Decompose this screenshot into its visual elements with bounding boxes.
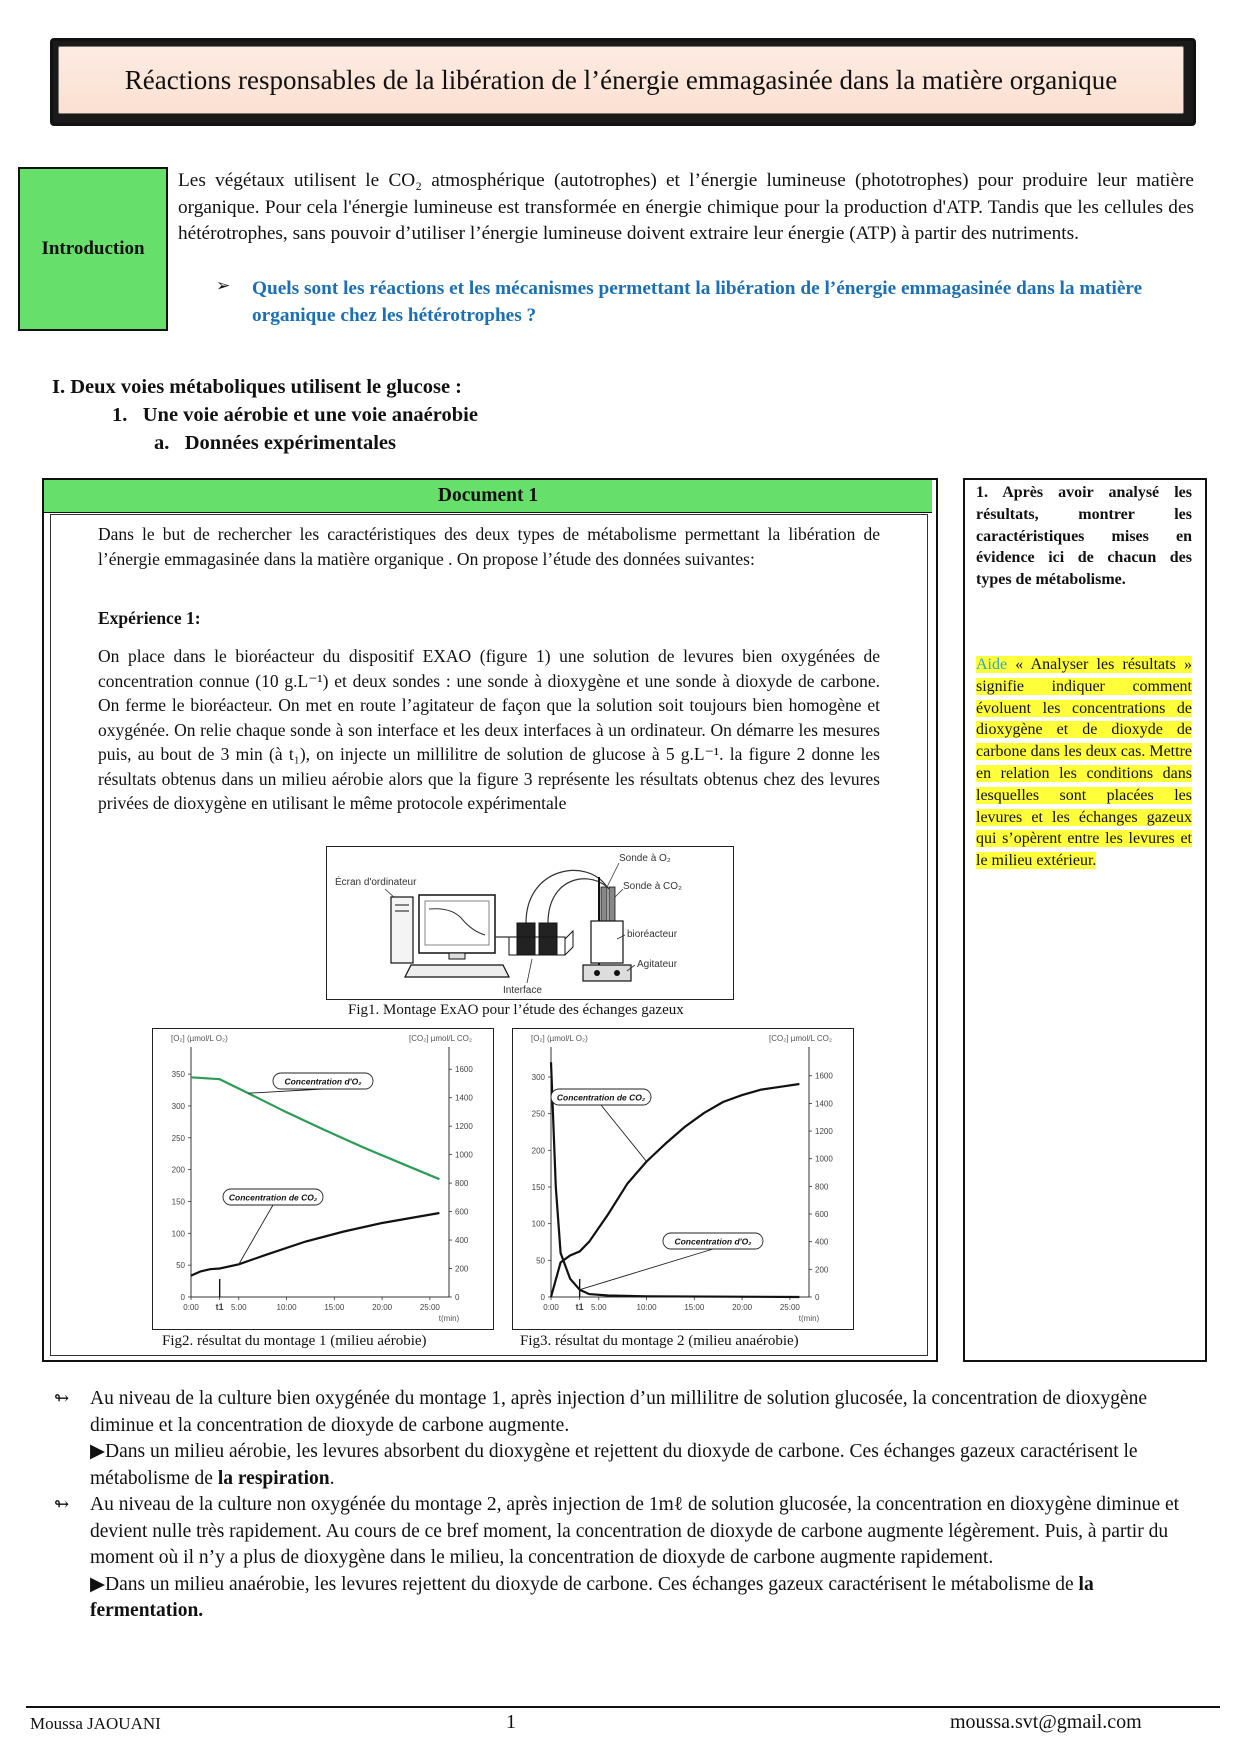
page-title	[58, 46, 1184, 114]
fig1-label-co2: Sonde à CO₂	[623, 881, 682, 892]
x-axis-label: t(min)	[438, 1314, 460, 1323]
bullet-1	[90, 1386, 1210, 1492]
x-tick-label: 0:00	[183, 1303, 199, 1312]
left-tick-label: 150	[531, 1183, 545, 1192]
footer-author: Moussa JAOUANI	[30, 1714, 161, 1733]
intro-label: Introduction	[41, 238, 145, 259]
bullet-2	[90, 1492, 1210, 1625]
x-tick-label: 15:00	[684, 1303, 705, 1312]
right-tick-label: 800	[455, 1179, 469, 1189]
intro-question: Quels sont les réactions et les mécanismes permettant la libération de l’énergie emmagasinée dans la matière organique chez les hétérotrophes ?	[252, 278, 1143, 326]
bullet-1-conclusion: ▶Dans un milieu aérobie, les levures absorbent du dioxygène et rejettent du dioxyde de carbone. Ces échanges gazeux caractérisent le métabolisme de	[90, 1441, 1138, 1489]
x-tick-label: t1	[575, 1302, 584, 1312]
document-intro-paragraph: Dans le but de rechercher les caractéristiques des deux types de métabolisme permettant la libération de l’énergie emmagasinée dans la matière organique . On propose l’étude des données suivantes:	[98, 524, 880, 569]
right-tick-label: 1400	[815, 1099, 833, 1109]
series-label-2: Concentration de CO₂	[228, 1192, 318, 1203]
fig1-label-o2: Sonde à O₂	[619, 853, 671, 864]
series-label-1: Concentration d'O₂	[674, 1236, 752, 1247]
callout-leader	[248, 1089, 323, 1093]
series-label-1: Concentration d'O₂	[284, 1076, 362, 1087]
bullet-1-keyword: la respiration	[217, 1467, 330, 1489]
callout-leader	[601, 1105, 647, 1161]
fig1-label-interface: Interface	[503, 985, 542, 996]
left-tick-label: 250	[531, 1109, 545, 1119]
right-tick-label: 400	[455, 1236, 469, 1246]
side-question: 1. Après avoir analysé les résultats, montrer les caractéristiques mises en évidence ici de chacun des types de métabolisme.	[976, 484, 1192, 589]
help-text: « Analyser les résultats » signifie indiquer comment évoluent les concentrations de dioxygène et de dioxyde de carbone dans les deux cas. Mettre en relation les conditions dans lesquelles sont placées les levures et les échanges gazeux qui s’opèrent entre les levures et le milieu extérieur.	[976, 656, 1192, 870]
left-tick-label: 0	[180, 1293, 185, 1302]
series-line-1	[191, 1077, 439, 1179]
right-tick-label: 600	[455, 1207, 469, 1217]
right-tick-label: 1600	[815, 1071, 833, 1081]
cable	[526, 870, 607, 923]
bullet-1-end: .	[329, 1467, 335, 1489]
fig2-chart-frame	[152, 1028, 494, 1330]
stirrer	[583, 965, 631, 981]
left-tick-label: 150	[171, 1197, 185, 1207]
fig1-label-screen: Écran d'ordinateur	[335, 877, 417, 888]
x-tick-label: 10:00	[276, 1303, 297, 1312]
footer-email[interactable]: moussa.svt@gmail.com	[950, 1711, 1142, 1733]
x-tick-label: 25:00	[419, 1303, 440, 1312]
x-tick-label: 25:00	[779, 1303, 800, 1312]
footer-page-number: 1	[506, 1711, 516, 1733]
right-tick-label: 1200	[455, 1122, 473, 1132]
side-help	[976, 654, 1192, 872]
bullet-2-text: Au niveau de la culture non oxygénée du montage 2, après injection de 1mℓ de solution glucosée, la concentration en dioxygène diminue et devient nulle très rapidement. Au cours de ce bref moment, la concentration de dioxyde de carbone augmente légèrement. Puis, à partir du moment où il n’y a plus de dioxygène dans le milieu, la concentration de dioxyde de carbone augmente rapidement.	[90, 1494, 1180, 1568]
fig2-chart	[153, 1029, 493, 1329]
right-tick-label: 400	[815, 1237, 829, 1247]
x-tick-label: t1	[215, 1302, 224, 1312]
series-line-2	[551, 1084, 799, 1297]
arrow-bullet-icon: ➢	[216, 276, 231, 295]
intro-text: Les végétaux utilisent le CO₂ atmosphérique (autotrophes) et l’énergie lumineuse (phototrophes) pour produire leur matière organique. Pour cela l'énergie lumineuse est transformée en énergie chimique pour la production d'ATP. Tandis que les cellules des hétérotrophes, sans pouvoir d’utiliser l’énergie lumineuse doivent extraire leur énergie (ATP) à partir des nutriments.	[178, 170, 1194, 244]
experience-title: Expérience 1:	[98, 608, 201, 628]
side-panel-frame	[963, 478, 1207, 1362]
fig3-chart-frame	[512, 1028, 854, 1330]
fig1-diagram	[326, 846, 734, 1000]
interface-box-1	[517, 923, 535, 955]
document-header	[44, 480, 932, 513]
right-tick-label: 0	[455, 1293, 460, 1302]
bullet-1-text: Au niveau de la culture bien oxygénée du montage 1, après injection d’un millilitre de solution glucosée, la concentration de dioxygène diminue et la concentration de dioxyde de carbone augmente.	[90, 1388, 1148, 1436]
right-tick-label: 1000	[815, 1154, 833, 1164]
right-tick-label: 0	[815, 1293, 820, 1302]
left-tick-label: 200	[531, 1146, 545, 1156]
right-axis-label: [CO₂] µmol/L CO₂	[769, 1034, 832, 1043]
x-tick-label: 20:00	[732, 1303, 753, 1312]
x-tick-label: 5:00	[590, 1303, 607, 1312]
callout-leader	[580, 1249, 713, 1290]
interface-box-2	[539, 923, 557, 955]
footer-divider	[26, 1706, 1220, 1708]
series-label-2: Concentration de CO₂	[556, 1092, 646, 1103]
x-tick-label: 20:00	[372, 1303, 393, 1312]
intro-label-box	[18, 167, 168, 331]
keyboard	[405, 965, 509, 977]
computer-tower	[391, 897, 413, 963]
x-tick-label: 5:00	[230, 1303, 247, 1312]
x-tick-label: 10:00	[636, 1303, 657, 1312]
fig3-chart	[513, 1029, 853, 1329]
right-tick-label: 800	[815, 1182, 829, 1192]
bullet-1-icon: ↬	[54, 1388, 70, 1408]
left-tick-label: 50	[536, 1256, 545, 1266]
right-tick-label: 1400	[455, 1093, 473, 1103]
left-tick-label: 100	[171, 1229, 185, 1239]
fig1-label-bioreactor: bioréacteur	[627, 929, 678, 940]
left-tick-label: 0	[540, 1293, 545, 1302]
callout-leader	[239, 1205, 273, 1264]
left-axis-label: [O₂] (µmol/L O₂)	[531, 1034, 588, 1043]
fig1-label-stirrer: Agitateur	[637, 959, 678, 970]
left-tick-label: 350	[171, 1070, 185, 1080]
fig2-caption: Fig2. résultat du montage 1 (milieu aérobie)	[162, 1333, 427, 1349]
left-tick-label: 100	[531, 1219, 545, 1229]
bioreactor	[591, 921, 623, 963]
left-tick-label: 300	[531, 1073, 545, 1082]
heading-2: 1. Une voie aérobie et une voie anaérobie	[112, 404, 478, 426]
page-title-text: Réactions responsables de la libération de l’énergie emmagasinée dans la matière organique	[124, 64, 1118, 95]
series-line-2	[191, 1213, 439, 1276]
left-axis-label: [O₂] (µmol/L O₂)	[171, 1034, 228, 1043]
x-axis-label: t(min)	[798, 1314, 820, 1323]
bullet-2-conclusion: ▶Dans un milieu anaérobie, les levures rejettent du dioxyde de carbone. Ces échanges gazeux caractérisent le métabolisme de	[90, 1573, 1079, 1595]
right-tick-label: 200	[455, 1264, 469, 1274]
fig1-caption: Fig1. Montage ExAO pour l’étude des échanges gazeux	[348, 1002, 684, 1018]
left-tick-label: 250	[171, 1133, 185, 1143]
fig3-caption: Fig3. résultat du montage 2 (milieu anaérobie)	[520, 1333, 799, 1349]
heading-3: a. Données expérimentales	[154, 432, 396, 454]
right-tick-label: 1600	[455, 1065, 473, 1075]
left-tick-label: 50	[176, 1261, 185, 1271]
right-axis-label: [CO₂] µmol/L CO₂	[409, 1034, 472, 1043]
right-tick-label: 1000	[455, 1150, 473, 1160]
right-tick-label: 1200	[815, 1127, 833, 1137]
bullet-2-icon: ↬	[54, 1494, 70, 1514]
left-tick-label: 200	[171, 1165, 185, 1175]
left-tick-label: 300	[171, 1101, 185, 1111]
x-tick-label: 15:00	[324, 1303, 345, 1312]
right-tick-label: 200	[815, 1265, 829, 1275]
experience-paragraph: On place dans le bioréacteur du dispositif EXAO (figure 1) une solution de levures bien oxygénées de concentration connue (10 g.L⁻¹) et deux sondes : une sonde à dioxygène et une sonde à dioxyde de carbone. On ferme le bioréacteur. On met en route l’agitateur de façon que la solution soit toujours bien homogène et oxygénée. On relie chaque sonde à son interface et les deux interfaces à un ordinateur. On démarre les mesures puis, au bout de 3 min (à t₁), on injecte un millilitre de solution de glucose à 5 g.L⁻¹. la figure 2 donne les résultats obtenus dans un milieu aérobie alors que la figure 3 représente les résultats obtenus chez des levures privées de dioxygène en utilisant le même protocole expérimentale	[98, 646, 880, 813]
right-tick-label: 600	[815, 1210, 829, 1220]
exao-setup-diagram	[327, 847, 733, 999]
help-label: Aide	[976, 656, 1008, 673]
heading-1: I. Deux voies métaboliques utilisent le glucose :	[52, 376, 462, 398]
bullet-2-keyword: la fermentation.	[90, 1573, 1094, 1621]
x-tick-label: 0:00	[543, 1303, 559, 1312]
document-title: Document 1	[437, 485, 539, 506]
